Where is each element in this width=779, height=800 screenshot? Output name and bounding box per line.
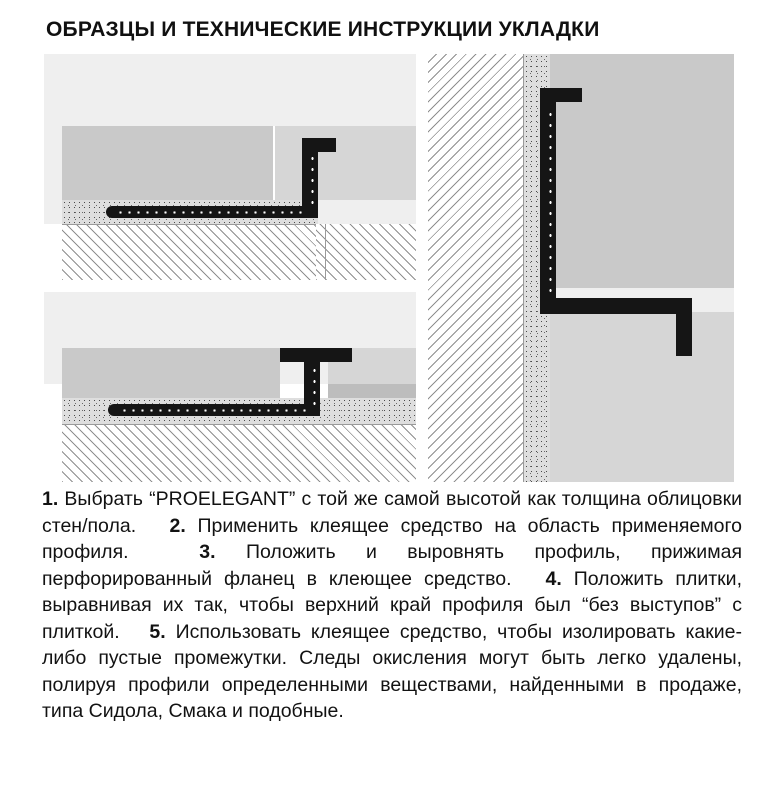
profile-foot-right	[540, 298, 692, 314]
step-4-text: Положить плитки, выравнивая их так, чтобы верхний край профиля был “без выступов” с плиткой.	[42, 567, 742, 643]
profile-perforations-right	[544, 106, 553, 302]
tile-lower-right-panel	[550, 312, 734, 482]
wall-hatch	[428, 54, 524, 482]
tile-upper-right	[274, 126, 416, 200]
profile-perforated-flange	[114, 206, 306, 218]
step-3-number: 3.	[199, 541, 216, 563]
step-3-text: Положить и выровнять профиль, прижимая перфорированный фланец в клеющее средство.	[42, 541, 743, 590]
profile-flange-tip	[106, 206, 118, 218]
mortar-bed-2b	[362, 398, 416, 424]
step-2-number: 2.	[169, 514, 186, 537]
profile-top-cap-2	[304, 348, 352, 362]
profile-top-return-right	[540, 88, 582, 102]
figure-bottom-left	[44, 292, 416, 482]
substrate-top-line-2	[62, 424, 416, 425]
profile-vertical-perforations	[306, 150, 315, 210]
profile-top-cap-left-2	[280, 348, 306, 362]
mortar-lower-right	[524, 314, 540, 482]
figure-group	[44, 54, 734, 482]
profile-perforated-flange-2	[118, 404, 308, 416]
figure-top-left	[44, 54, 416, 280]
profile-vertical-perforations-2	[308, 362, 317, 406]
tile-upper-left	[62, 126, 274, 200]
tile-joint	[273, 126, 275, 200]
profile-flange-tip-2	[108, 404, 122, 416]
step-4-number: 4.	[545, 567, 562, 590]
page-title: ОБРАЗЦЫ И ТЕХНИЧЕСКИЕ ИНСТРУКЦИИ УКЛАДКИ	[46, 18, 600, 41]
step-1-text: Выбрать “PROELEGANT” с той же самой высотой как толщина облицовки стен/пола.	[42, 488, 742, 537]
tile-left-2	[62, 348, 280, 398]
substrate-hatch-right	[316, 224, 416, 280]
edge-line	[325, 224, 326, 280]
figure-right	[428, 54, 734, 482]
step-2-text: Применить клеящее средство на область применяемого профиля.	[42, 514, 743, 563]
substrate-hatch-2	[62, 424, 416, 482]
step-5-text: Использовать клеящее средство, чтобы изолировать какие-либо пустые промежутки. Следы окисления могут быть легко удалены, полируя профили определенными веществами, найденными в продаже, типа Сидола, Смака и подобные.	[42, 620, 743, 722]
step-1-number: 1.	[42, 488, 59, 510]
step-5-number: 5.	[149, 620, 166, 643]
instructions-block	[42, 486, 742, 725]
profile-foot-drop-right	[676, 298, 692, 356]
